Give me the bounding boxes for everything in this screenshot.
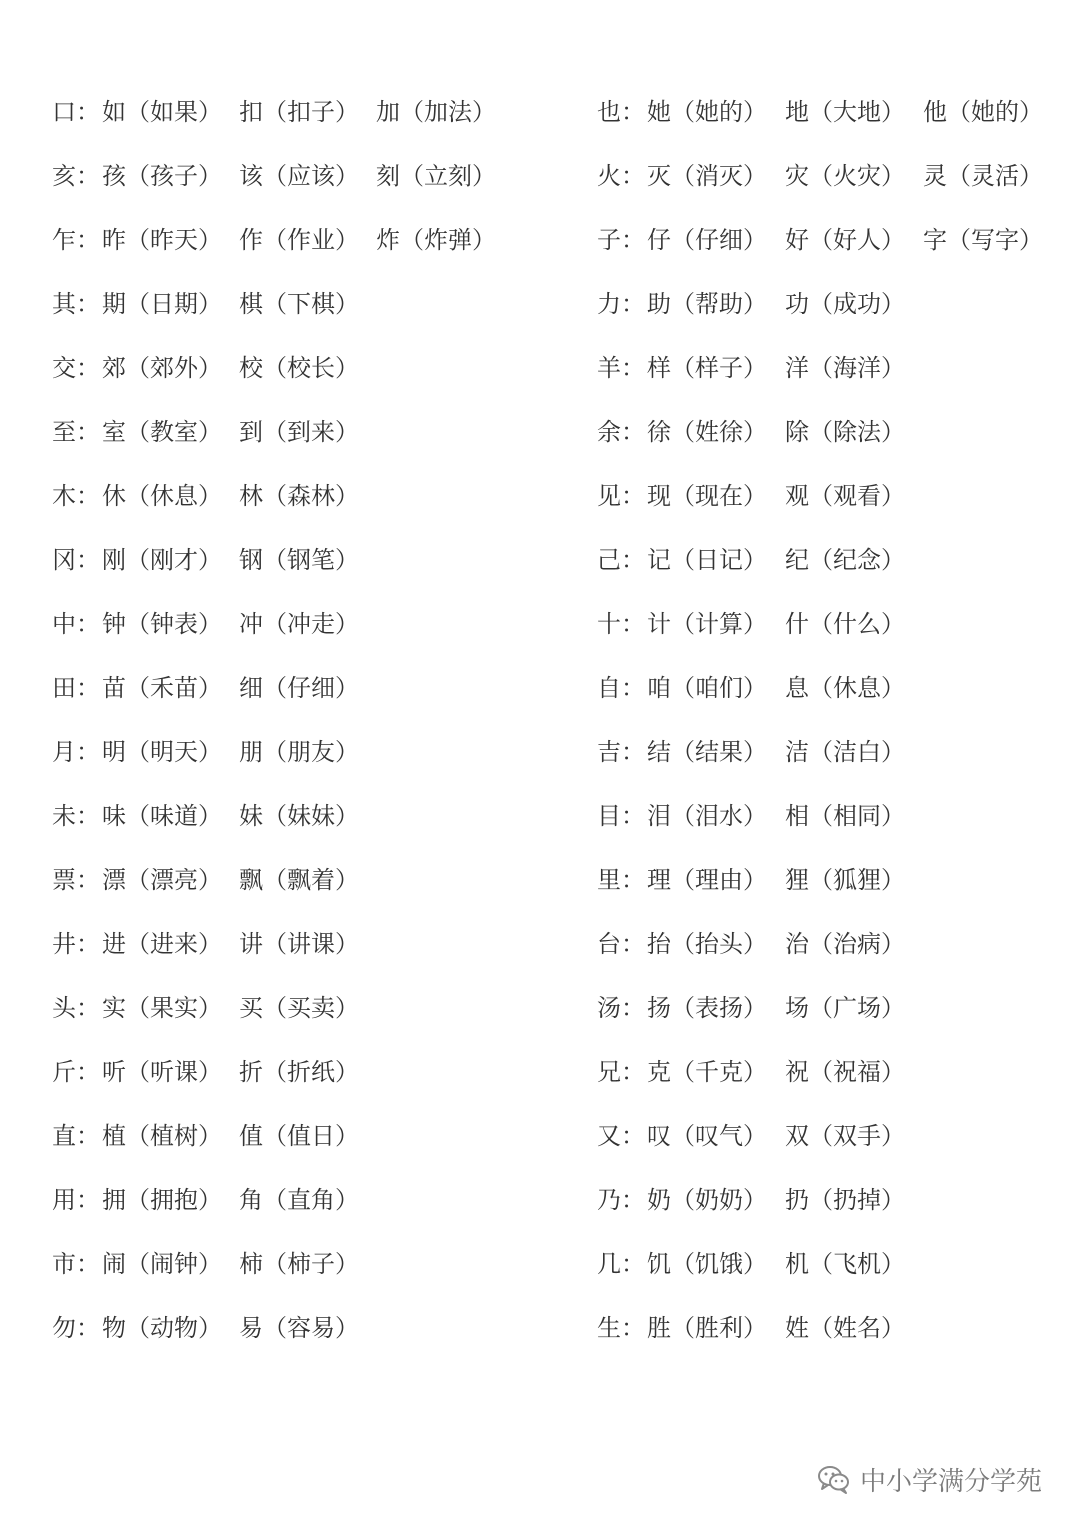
left-row <box>52 784 552 848</box>
right-row <box>597 400 1067 464</box>
radical-label: 子： <box>597 226 645 254</box>
right-row <box>597 80 1067 144</box>
right-column <box>597 80 1067 1360</box>
right-row <box>597 912 1067 976</box>
character-word-entry: 讲（讲课） <box>239 930 359 958</box>
radical-label: 见： <box>597 482 645 510</box>
character-word-entry: 机（飞机） <box>785 1250 905 1278</box>
left-row <box>52 1168 552 1232</box>
character-word-entry: 场（广场） <box>785 994 905 1022</box>
radical-label: 亥： <box>52 162 100 190</box>
right-row <box>597 848 1067 912</box>
character-word-entry: 抬（抬头） <box>647 930 767 958</box>
left-row <box>52 720 552 784</box>
character-word-entry: 扬（表扬） <box>647 994 767 1022</box>
character-word-entry: 观（观看） <box>785 482 905 510</box>
character-word-entry: 该（应该） <box>239 162 359 190</box>
character-word-entry: 易（容易） <box>239 1314 359 1342</box>
right-row <box>597 592 1067 656</box>
character-word-entry: 林（森林） <box>239 482 359 510</box>
left-row <box>52 656 552 720</box>
character-word-entry: 作（作业） <box>239 226 359 254</box>
left-row <box>52 336 552 400</box>
character-word-entry: 加（加法） <box>376 98 496 126</box>
character-word-entry: 治（治病） <box>785 930 905 958</box>
character-word-entry: 进（进来） <box>102 930 222 958</box>
right-row <box>597 1040 1067 1104</box>
character-word-entry: 朋（朋友） <box>239 738 359 766</box>
right-row <box>597 720 1067 784</box>
radical-label: 台： <box>597 930 645 958</box>
character-word-entry: 闹（闹钟） <box>102 1250 222 1278</box>
radical-label: 自： <box>597 674 645 702</box>
character-word-entry: 好（好人） <box>785 226 905 254</box>
radical-label: 冈： <box>52 546 100 574</box>
radical-label: 乍： <box>52 226 100 254</box>
character-word-entry: 角（直角） <box>239 1186 359 1214</box>
right-row <box>597 528 1067 592</box>
character-word-entry: 扔（扔掉） <box>785 1186 905 1214</box>
character-word-entry: 孩（孩子） <box>102 162 222 190</box>
radical-label: 未： <box>52 802 100 830</box>
wechat-icon <box>816 1461 852 1497</box>
character-word-entry: 到（到来） <box>239 418 359 446</box>
character-word-entry: 仔（仔细） <box>647 226 767 254</box>
radical-label: 斤： <box>52 1058 100 1086</box>
radical-label: 里： <box>597 866 645 894</box>
radical-label: 直： <box>52 1122 100 1150</box>
radical-label: 羊： <box>597 354 645 382</box>
character-word-entry: 折（折纸） <box>239 1058 359 1086</box>
character-word-entry: 妹（妹妹） <box>239 802 359 830</box>
character-word-entry: 味（味道） <box>102 802 222 830</box>
character-word-entry: 狸（狐狸） <box>785 866 905 894</box>
character-word-entry: 灭（消灭） <box>647 162 767 190</box>
left-row <box>52 1040 552 1104</box>
character-word-entry: 双（双手） <box>785 1122 905 1150</box>
radical-label: 汤： <box>597 994 645 1022</box>
radical-label: 兄： <box>597 1058 645 1086</box>
left-row <box>52 464 552 528</box>
character-word-entry: 钢（钢笔） <box>239 546 359 574</box>
character-word-entry: 除（除法） <box>785 418 905 446</box>
watermark-text: 中小学满分学苑 <box>860 1466 1043 1497</box>
character-word-entry: 刻（立刻） <box>376 162 496 190</box>
character-word-entry: 理（理由） <box>647 866 767 894</box>
character-word-entry: 祝（祝福） <box>785 1058 905 1086</box>
character-word-entry: 校（校长） <box>239 354 359 382</box>
character-word-entry: 奶（奶奶） <box>647 1186 767 1214</box>
character-word-entry: 姓（姓名） <box>785 1314 905 1342</box>
radical-label: 力： <box>597 290 645 318</box>
character-word-entry: 功（成功） <box>785 290 905 318</box>
right-row <box>597 656 1067 720</box>
character-word-entry: 室（教室） <box>102 418 222 446</box>
radical-label: 市： <box>52 1250 100 1278</box>
right-row <box>597 784 1067 848</box>
radical-label: 田： <box>52 674 100 702</box>
radical-label: 余： <box>597 418 645 446</box>
left-row <box>52 976 552 1040</box>
character-word-entry: 炸（炸弹） <box>376 226 496 254</box>
character-word-entry: 如（如果） <box>102 98 222 126</box>
right-row <box>597 1104 1067 1168</box>
character-word-entry: 刚（刚才） <box>102 546 222 574</box>
character-word-entry: 胜（胜利） <box>647 1314 767 1342</box>
right-row <box>597 272 1067 336</box>
radical-label: 吉： <box>597 738 645 766</box>
radical-label: 火： <box>597 162 645 190</box>
left-row <box>52 1296 552 1360</box>
left-row <box>52 1232 552 1296</box>
character-word-entry: 洋（海洋） <box>785 354 905 382</box>
character-word-entry: 计（计算） <box>647 610 767 638</box>
radical-label: 目： <box>597 802 645 830</box>
character-word-entry: 字（写字） <box>923 226 1043 254</box>
character-word-entry: 郊（郊外） <box>102 354 222 382</box>
character-word-entry: 实（果实） <box>102 994 222 1022</box>
left-row <box>52 848 552 912</box>
right-row <box>597 464 1067 528</box>
left-row <box>52 528 552 592</box>
character-word-entry: 现（现在） <box>647 482 767 510</box>
radical-label: 交： <box>52 354 100 382</box>
radical-label: 至： <box>52 418 100 446</box>
character-word-entry: 休（休息） <box>102 482 222 510</box>
character-word-entry: 咱（咱们） <box>647 674 767 702</box>
character-word-entry: 飘（飘着） <box>239 866 359 894</box>
left-row <box>52 80 552 144</box>
radical-label: 木： <box>52 482 100 510</box>
character-word-entry: 助（帮助） <box>647 290 767 318</box>
character-word-entry: 息（休息） <box>785 674 905 702</box>
left-row <box>52 912 552 976</box>
radical-label: 几： <box>597 1250 645 1278</box>
character-word-entry: 棋（下棋） <box>239 290 359 318</box>
character-word-entry: 泪（泪水） <box>647 802 767 830</box>
right-row <box>597 208 1067 272</box>
character-word-entry: 她（她的） <box>647 98 767 126</box>
character-word-entry: 苗（禾苗） <box>102 674 222 702</box>
left-row <box>52 400 552 464</box>
character-word-entry: 买（买卖） <box>239 994 359 1022</box>
radical-label: 十： <box>597 610 645 638</box>
left-row <box>52 272 552 336</box>
character-word-entry: 值（值日） <box>239 1122 359 1150</box>
radical-label: 生： <box>597 1314 645 1342</box>
radical-label: 票： <box>52 866 100 894</box>
character-word-entry: 结（结果） <box>647 738 767 766</box>
right-row <box>597 144 1067 208</box>
right-row <box>597 1296 1067 1360</box>
left-column <box>52 80 552 1360</box>
character-word-entry: 钟（钟表） <box>102 610 222 638</box>
character-word-entry: 明（明天） <box>102 738 222 766</box>
character-word-entry: 纪（纪念） <box>785 546 905 574</box>
character-word-entry: 地（大地） <box>785 98 905 126</box>
radical-label: 勿： <box>52 1314 100 1342</box>
character-word-entry: 灵（灵活） <box>923 162 1043 190</box>
character-word-entry: 漂（漂亮） <box>102 866 222 894</box>
character-word-entry: 冲（冲走） <box>239 610 359 638</box>
radical-label: 井： <box>52 930 100 958</box>
radical-label: 头： <box>52 994 100 1022</box>
radical-label: 也： <box>597 98 645 126</box>
character-word-entry: 叹（叹气） <box>647 1122 767 1150</box>
character-word-entry: 昨（昨天） <box>102 226 222 254</box>
radical-label: 用： <box>52 1186 100 1214</box>
character-word-entry: 他（她的） <box>923 98 1043 126</box>
radical-label: 又： <box>597 1122 645 1150</box>
character-word-entry: 记（日记） <box>647 546 767 574</box>
character-word-entry: 拥（拥抱） <box>102 1186 222 1214</box>
radical-label: 其： <box>52 290 100 318</box>
character-word-entry: 徐（姓徐） <box>647 418 767 446</box>
left-row <box>52 208 552 272</box>
character-word-entry: 灾（火灾） <box>785 162 905 190</box>
right-row <box>597 1168 1067 1232</box>
character-word-entry: 洁（洁白） <box>785 738 905 766</box>
character-word-entry: 柿（柿子） <box>239 1250 359 1278</box>
left-row <box>52 144 552 208</box>
radical-label: 乃： <box>597 1186 645 1214</box>
character-word-entry: 物（动物） <box>102 1314 222 1342</box>
right-row <box>597 336 1067 400</box>
character-word-entry: 期（日期） <box>102 290 222 318</box>
character-word-entry: 细（仔细） <box>239 674 359 702</box>
radical-label: 月： <box>52 738 100 766</box>
radical-label: 中： <box>52 610 100 638</box>
character-word-entry: 植（植树） <box>102 1122 222 1150</box>
character-word-entry: 听（听课） <box>102 1058 222 1086</box>
radical-label: 己： <box>597 546 645 574</box>
right-row <box>597 976 1067 1040</box>
character-word-entry: 相（相同） <box>785 802 905 830</box>
watermark <box>816 1455 1042 1503</box>
character-word-entry: 样（样子） <box>647 354 767 382</box>
left-row <box>52 1104 552 1168</box>
left-row <box>52 592 552 656</box>
character-word-entry: 什（什么） <box>785 610 905 638</box>
radical-label: 口： <box>52 98 100 126</box>
character-word-entry: 饥（饥饿） <box>647 1250 767 1278</box>
right-row <box>597 1232 1067 1296</box>
character-word-entry: 克（千克） <box>647 1058 767 1086</box>
character-word-entry: 扣（扣子） <box>239 98 359 126</box>
